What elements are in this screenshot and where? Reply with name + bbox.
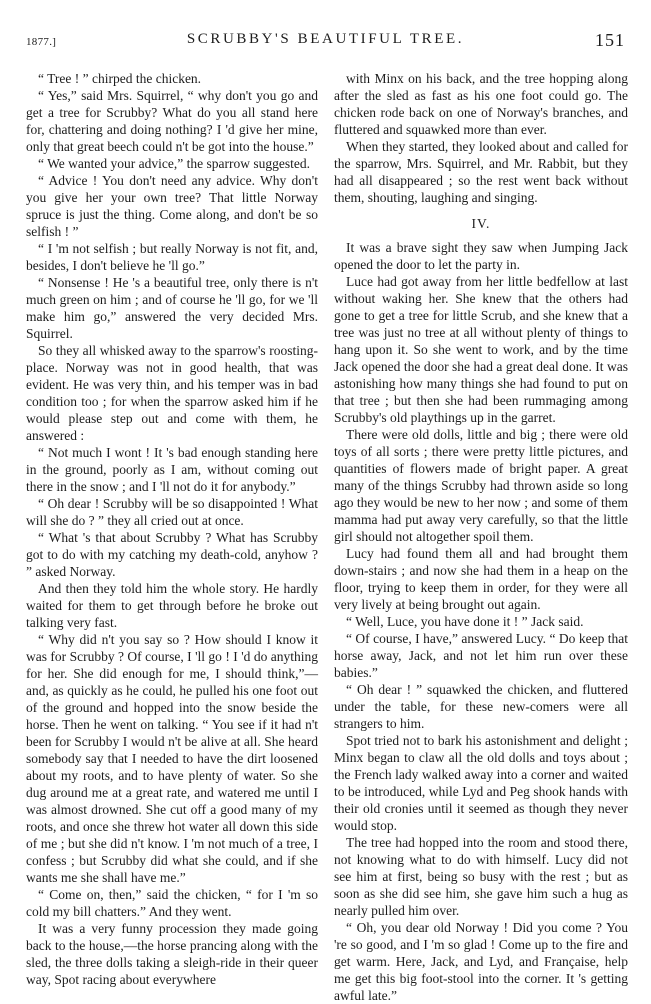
issue-date: 1877.] (26, 36, 57, 48)
left-column (26, 70, 318, 988)
paragraph: “ Nonsense ! He 's a beautiful tree, only there is n't much green on him ; and of course he 'll go, for we 'll make him go,” answered the very decided Mrs. Squirrel. (26, 275, 318, 341)
paragraph: “ I 'm not selfish ; but really Norway is not fit, and, besides, I don't believe he 'll go.” (26, 241, 318, 273)
paragraph: “ Oh dear ! ” squawked the chicken, and fluttered under the table, for these new-comers were all strangers to him. (334, 682, 628, 731)
paragraph: “ What 's that about Scrubby ? What has Scrubby got to do with my catching my death-cold, anyhow ? ” asked Norway. (26, 530, 318, 579)
paragraph: The tree had hopped into the room and stood there, not knowing what to do with himself. Lucy did not see him at first, being so busy with the rest ; but as soon as she did see him, she gave him such a hug as nearly pulled him over. (334, 835, 628, 918)
running-title: SCRUBBY'S BEAUTIFUL TREE. (186, 31, 465, 47)
paragraph: “ Oh dear ! Scrubby will be so disappointed ! What will she do ? ” they all cried out at once. (26, 496, 318, 528)
page-number: 151 (595, 30, 625, 50)
paragraph: “ Oh, you dear old Norway ! Did you come ? You 're so good, and I 'm so glad ! Come up to the fire and get warm. Here, Jack, and Lyd, and Française, help me get this big foot-stool into the corner. It 's getting awful late.” (334, 920, 628, 1003)
paragraph: And then they told him the whole story. He hardly waited for them to get through before he broke out talking very fast. (26, 581, 318, 630)
paragraph: It was a brave sight they saw when Jumping Jack opened the door to let the party in. (334, 240, 628, 272)
paragraph: “ Not much I wont ! It 's bad enough standing here in the ground, poorly as I am, without coming out there in the snow ; and I 'll not do it for anybody.” (26, 445, 318, 494)
paragraph: Lucy had found them all and had brought them down-stairs ; and now she had them in a heap on the floor, trying to keep them in order, for they were all very lively at being brought out again. (334, 546, 628, 612)
paragraph: “ Why did n't you say so ? How should I know it was for Scrubby ? Of course, I 'll go ! I 'd do anything for her. She did enough for me, I should think,”—and, as quickly as he could, he pulled his one foot out of the ground and hopped into the snow beside the horse. Then he went on talking. “ You see if it had n't been for Scrubby I would n't be alive at all. She heard somebody say that I needed to have the dirt loosened about my roots, and to have plenty of water. So she dug around me at a great rate, and watered me until I was almost drowned. She cut off a good many of my roots, and once she threw hot water all down this side of me ; but she did n't know. I 'm not much of a tree, I confess ; but Scrubby did what she could, and if she wants me she shall have me.” (26, 632, 318, 885)
paragraph: “ Yes,” said Mrs. Squirrel, “ why don't you go and get a tree for Scrubby? What do you all stand here for, chattering and doing nothing? I 'd give her mine, only that great beech could n't be got into the house.” (26, 88, 318, 154)
paragraph: with Minx on his back, and the tree hopping along after the sled as fast as his one foot could go. The chicken rode back on one of Norway's branches, and fluttered and squawked more than ever. (334, 71, 628, 137)
right-column (334, 70, 628, 1004)
paragraph: When they started, they looked about and called for the sparrow, Mrs. Squirrel, and Mr. Rabbit, but they had all disappeared ; so the rest went back without them, shouting, laughing and singing. (334, 139, 628, 205)
paragraph: “ Come on, then,” said the chicken, “ for I 'm so cold my bill chatters.” And they went. (26, 887, 318, 919)
paragraph: “ Well, Luce, you have done it ! ” Jack said. (346, 614, 584, 629)
paragraph: “ Tree ! ” chirped the chicken. (38, 71, 202, 86)
paragraph: “ Advice ! You don't need any advice. Why don't you give her your own tree? That little Norway spruce is just the thing. Come along, and don't be so selfish ! ” (26, 173, 318, 239)
paragraph: “ Of course, I have,” answered Lucy. “ Do keep that horse away, Jack, and not let him run over these babies.” (334, 631, 628, 680)
section-heading: IV. (471, 216, 491, 231)
paragraph: Spot tried not to bark his astonishment and delight ; Minx began to claw all the old dolls and toys about ; the French lady walked away into a corner and waited to be introduced, while Lyd and Peg shook hands with their old cronies until it seemed as though they never would stop. (334, 733, 628, 833)
paragraph: It was a very funny procession they made going back to the house,—the horse prancing along with the sled, the three dolls taking a sleigh-ride in their queer way, Spot racing about everywhere (26, 921, 318, 987)
page-header (26, 26, 625, 60)
paragraph: There were old dolls, little and big ; there were old toys of all sorts ; there were pretty little pictures, and quantities of flowers made of bright paper. A great many of the things Scrubby had thrown aside so long ago they would be new to her now ; and some of them mamma had put away very carefully, so that the little girl should not altogether spoil them. (334, 427, 628, 544)
paragraph: So they all whisked away to the sparrow's roosting-place. Norway was not in good health, that was evident. He was very thin, and his temper was in bad condition too ; for when the sparrow asked him if he would please step out and come with them, he answered : (26, 343, 318, 443)
paragraph: Luce had got away from her little bedfellow at last without waking her. She knew that the others had gone to get a tree for little Scrub, and she knew that a tree was just no tree at all without plenty of things to hang upon it. So she went to work, and by the time Jack opened the door she had a great deal done. It was astonishing how many things she had found to put on that tree ; but then she had been rummaging among Scrubby's old playthings up in the garret. (334, 274, 628, 425)
paragraph: “ We wanted your advice,” the sparrow suggested. (38, 156, 310, 171)
